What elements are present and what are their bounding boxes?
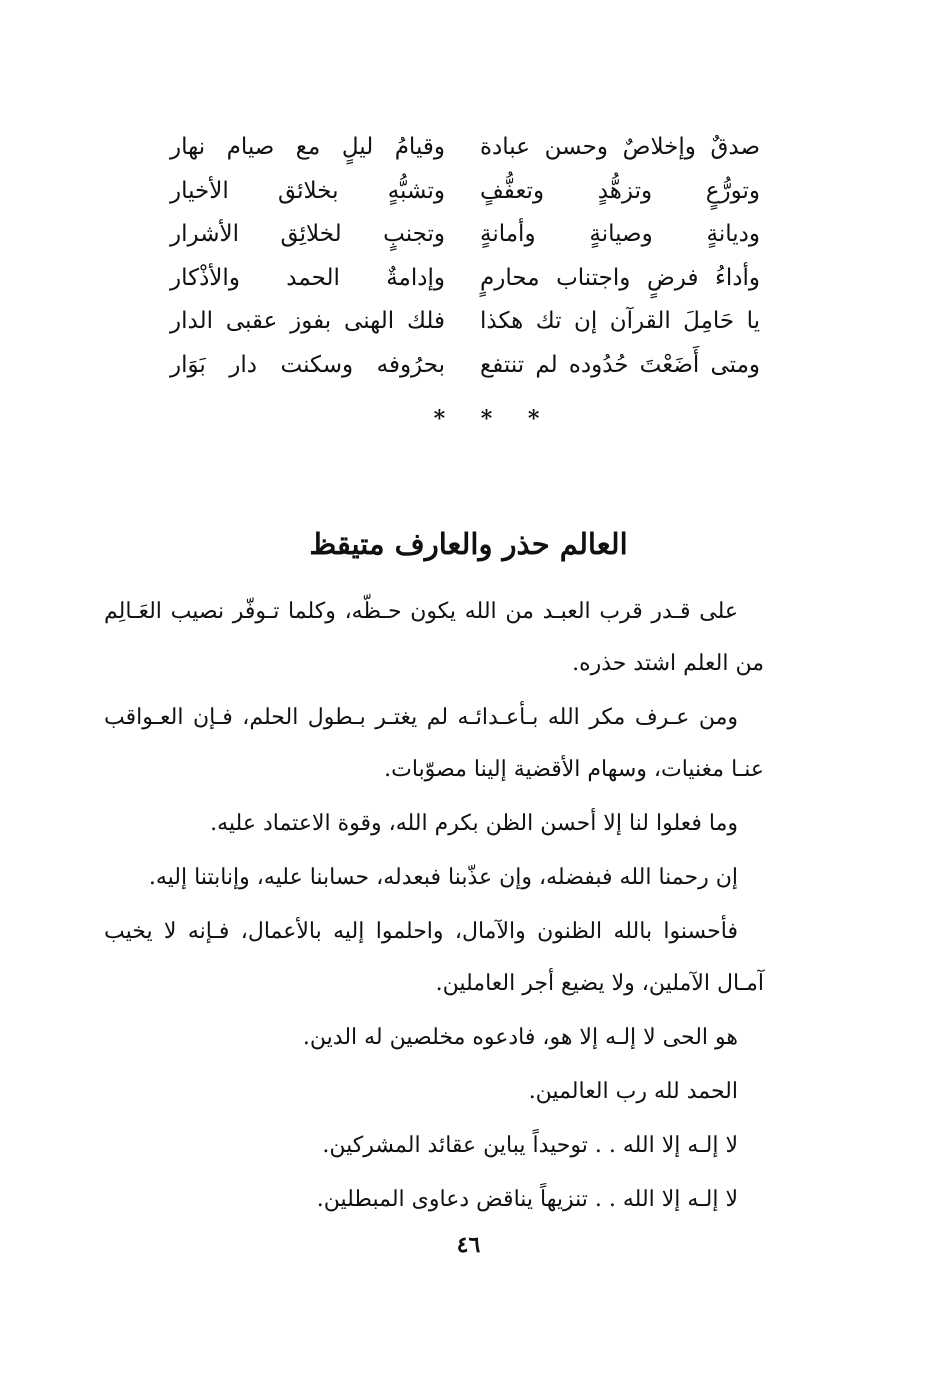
paragraph: لا إلـه إلا الله . . تنزيهاً يناقض دعاوى المبطلين. [316,1187,738,1212]
poem-verse [170,213,760,257]
verse-second-hemistich: فلك الهنى بفوز عقبى الدار [170,308,445,334]
verse-first-hemistich: وأداءُ فرضٍ واجتناب محارمٍ [480,264,760,291]
verse-second-hemistich: وتجنبٍ لخلائِق الأشرار [170,221,445,247]
verse-first-hemistich: ومتى أَضَعْتَ حُدُوده لم تنتفع [480,351,760,378]
asterisk-separator: * * * [433,406,554,432]
section-title: العالم حذر والعارف متيقظ [309,527,628,561]
paragraph: الحمد لله رب العالمين. [528,1079,738,1104]
poem-block [170,126,760,387]
poem-verse [170,300,760,344]
paragraph: على قـدر قرب العبـد من الله يكون حـظّه، وكلما تـوفّر نصيب العَـالِم من العلم اشتد حذره. [104,599,764,676]
paragraph: لا إلـه إلا الله . . توحيداً يباين عقائد المشركين. [322,1133,738,1158]
verse-first-hemistich: وتورُّعٍ وتزهُّدٍ وتعفُّفٍ [480,177,760,204]
page-number: ٤٦ [456,1232,481,1258]
verse-second-hemistich: وتشبُّهٍ بخلائق الأخيار [170,177,445,204]
poem-verse [170,170,760,214]
poem-verse [170,126,760,170]
verse-first-hemistich: يا حَامِلَ القرآن إن تك هكذا [480,308,760,334]
verse-second-hemistich: وقيامُ ليلٍ مع صيام نهار [170,134,445,160]
paragraph: وما فعلوا لنا إلا أحسن الظن بكرم الله، وقوة الاعتماد عليه. [210,811,738,836]
verse-second-hemistich: بحرُوفه وسكنت دار بَوَار [170,351,445,378]
poem-verse [170,344,760,388]
poem-verse [170,257,760,301]
body-text [104,586,764,1228]
section-separator [0,406,937,432]
verse-second-hemistich: وإدامةٌ الحمد والأذْكار [170,264,445,291]
paragraph: إن رحمنا الله فبفضله، وإن عذّبنا فبعدله، حسابنا عليه، وإنابتنا إليه. [148,865,738,890]
paragraph: ومن عـرف مكر الله بـأعـدائـه لم يغتـر بـطول الحلم، فـإن العـواقب عنـا مغنيات، وسهام الأقضية إلينا مصوّبات. [104,705,764,782]
paragraph: فأحسنوا بالله الظنون والآمال، واحلموا إليه بالأعمال، فـإنه لا يخيب آمـال الآملين، ولا يضيع أجر العاملين. [104,919,764,996]
verse-first-hemistich: وديانةٍ وصيانةٍ وأمانةٍ [480,221,760,247]
paragraph: هو الحى لا إلـه إلا هو، فادعوه مخلصين له الدين. [302,1025,738,1050]
verse-first-hemistich: صدقٌ وإخلاصٌ وحسن عبادة [480,134,760,160]
